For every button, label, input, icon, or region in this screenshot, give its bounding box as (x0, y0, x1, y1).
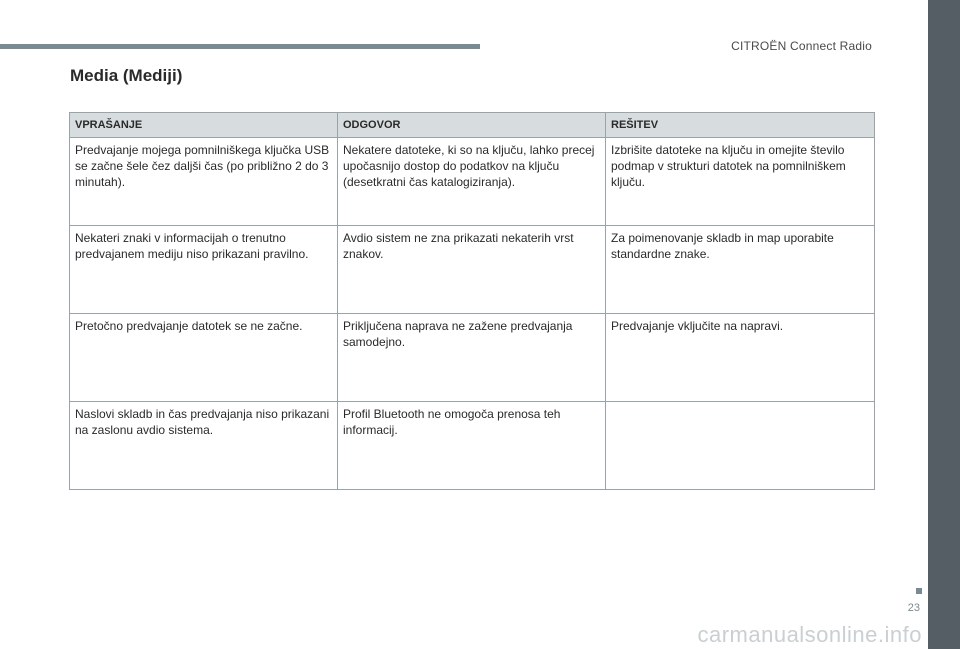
answer-cell: Nekatere datoteke, ki so na ključu, lahko precej upočasnijo dostop do podatkov na ključu (desetkratni čas katalogiziranja). (338, 138, 606, 226)
page-number: 23 (907, 602, 920, 614)
faq-table (69, 112, 875, 490)
question-cell: Predvajanje mojega pomnilniškega ključka USB se začne šele čez daljši čas (po približno 2 do 3 minutah). (70, 138, 338, 226)
column-header-solution: REŠITEV (606, 113, 875, 138)
answer-cell: Profil Bluetooth ne omogoča prenosa teh informacij. (338, 402, 606, 490)
header-rule (0, 44, 480, 49)
question-cell: Pretočno predvajanje datotek se ne začne. (70, 314, 338, 402)
solution-cell (606, 402, 875, 490)
table-row (70, 226, 875, 314)
question-cell: Naslovi skladb in čas predvajanja niso prikazani na zaslonu avdio sistema. (70, 402, 338, 490)
column-header-question: VPRAŠANJE (70, 113, 338, 138)
side-strip (928, 0, 960, 649)
column-header-answer: ODGOVOR (338, 113, 606, 138)
answer-cell (338, 314, 606, 402)
brand-label: CITROËN Connect Radio (731, 39, 872, 53)
table-header-row (70, 113, 875, 138)
answer-text: Priključena naprava ne zažene predvajanja samodejno. (343, 319, 573, 349)
question-cell: Nekateri znaki v informacijah o trenutno predvajanem mediju niso prikazani pravilno. (70, 226, 338, 314)
solution-cell: Predvajanje vključite na napravi. (606, 314, 875, 402)
solution-cell: Za poimenovanje skladb in map uporabite standardne znake. (606, 226, 875, 314)
table-row (70, 138, 875, 226)
answer-cell: Avdio sistem ne zna prikazati nekaterih vrst znakov. (338, 226, 606, 314)
table-row (70, 314, 875, 402)
table-row (70, 402, 875, 490)
page-title: Media (Mediji) (70, 66, 183, 85)
watermark: carmanualsonline.info (697, 622, 922, 647)
page-marker (916, 588, 922, 594)
solution-cell: Izbrišite datoteke na ključu in omejite število podmap v strukturi datotek na pomnilniškem ključu. (606, 138, 875, 226)
